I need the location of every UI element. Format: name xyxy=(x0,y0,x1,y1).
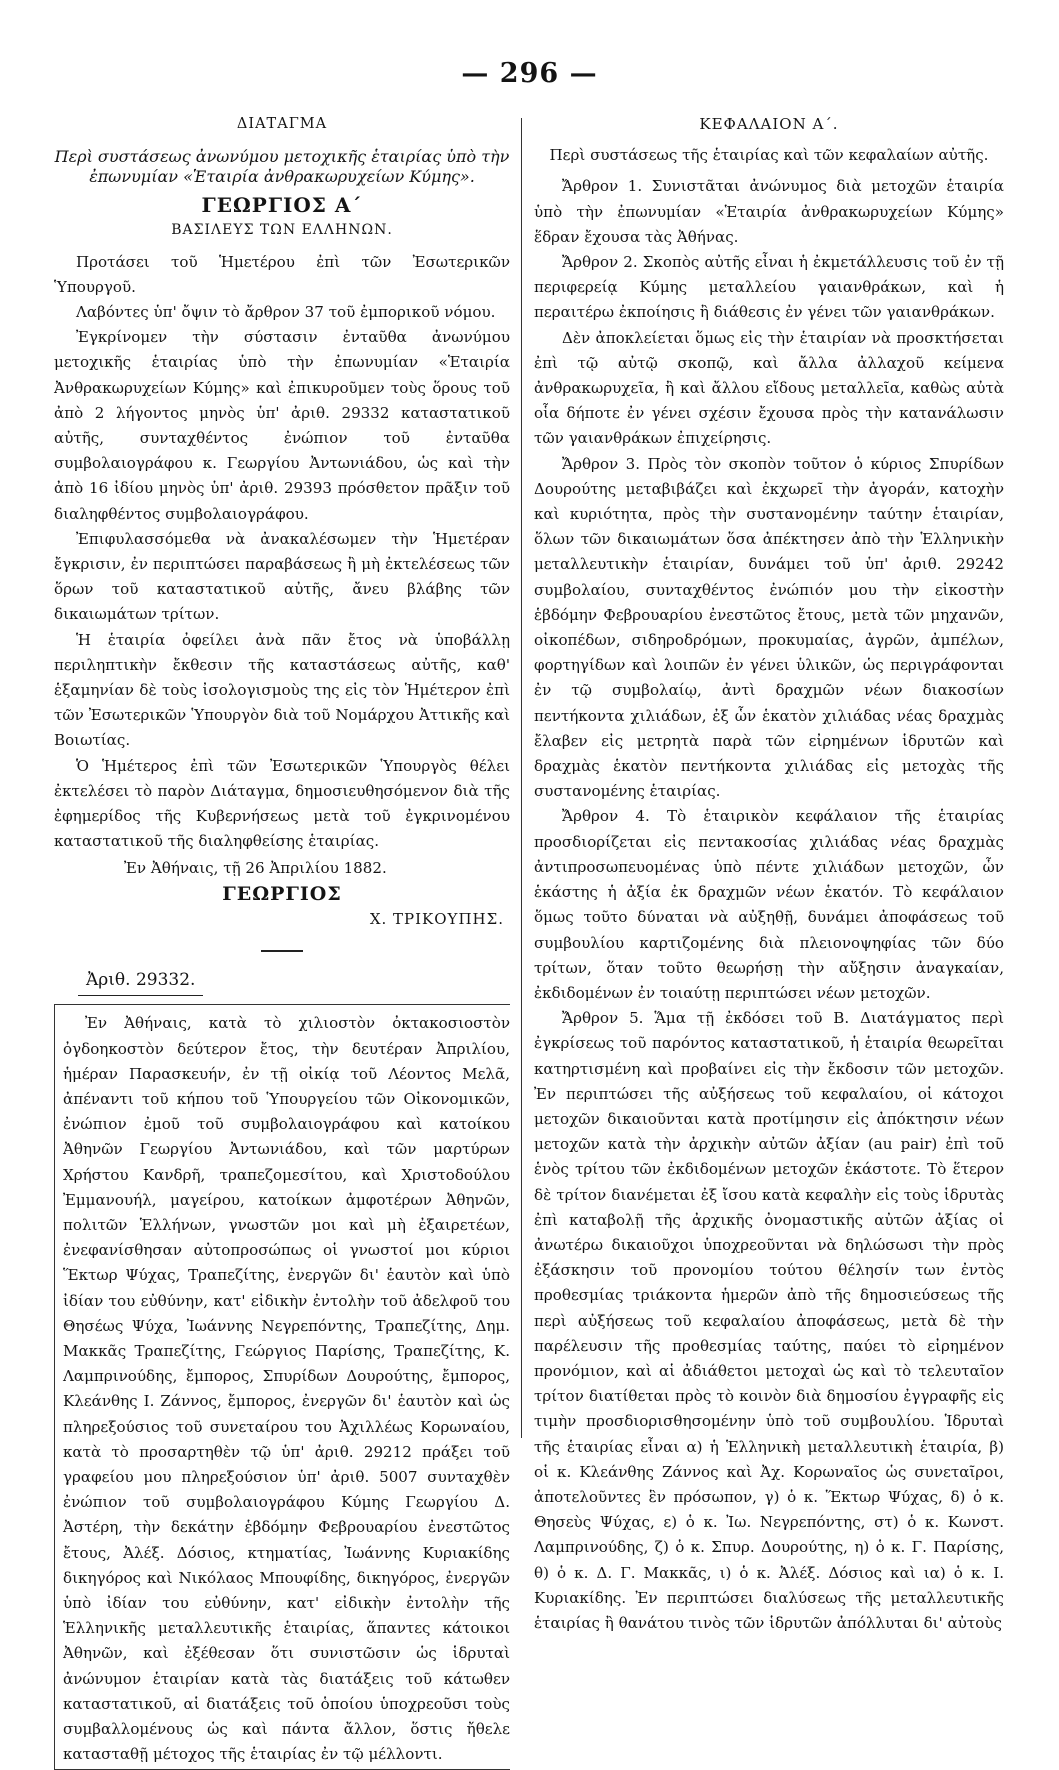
decree-paragraph: Ἐγκρίνομεν τὴν σύστασιν ἐνταῦθα ἀνωνύμου μετοχικῆς ἑταιρίας ὑπὸ τὴν ἐπωνυμίαν «Ἑταιρία Ἀνθρακωρυχείων Κύμης» καὶ ἐπικυροῦμεν τοὺς ὅρους τοῦ ἀπὸ 2 λήγοντος μηνὸς ὑπ' ἀριθ. 29332 καταστατικοῦ αὐτῆς, συνταχθέντος ἐνώπιον τοῦ ἐνταῦθα συμβολαιογράφου κ. Γεωργίου Ἀντωνιάδου, ὡς καὶ τὴν ἀπὸ 16 ἰδίου μηνὸς ὑπ' ἀριθ. 29393 πρόσθετον πρᾶξιν τοῦ διαληφθέντος συμβολαιογράφου. xyxy=(54,328,510,523)
article-paragraph: Ἄρθρον 3. Πρὸς τὸν σκοπὸν τοῦτον ὁ κύριος Σπυρίδων Δουρούτης μεταβιβάζει καὶ ἐκχωρεῖ τὴν ἀγοράν, κατοχὴν καὶ κυριότητα, πρὸς τὴν συστανομένην ταύτην ἑταιρίαν, ὅλων τῶν δικαιωμάτων ὅσα ἀπέκτησεν ἀπὸ τὴν Ἑλληνικὴν μεταλλευτικὴν ἑταιρίαν, δυνάμει τοῦ ὑπ' ἀριθ. 29242 συμβολαίου, συνταχθέντος ἐνώπιόν μου τὴν εἰκοστὴν ἑβδόμην Φεβρουαρίου ἐνεστῶτος ἔτους, μετὰ τῶν μηχανῶν, οἰκοπέδων, σιδηροδρόμων, προκυμαίας, ἀγρῶν, ἀμπέλων, φορτηγίδων καὶ λοιπῶν ἐν γένει ὑλικῶν, ὡς περιγράφονται ἐν τῷ συμβολαίῳ, ἀντὶ δραχμῶν νέων διακοσίων πεντήκοντα χιλιάδων, ἐξ ὧν ἑκατὸν χιλιάδας νέας δραχμὰς ἔλαβεν εἰς μετρητὰ παρὰ τῶν εἰρημένων ἱδρυτῶν καὶ δραχμὰς ἑκατὸν πεντήκοντα χιλιάδας εἰς μετοχὰς τῆς συστανομένης ἑταιρίας. xyxy=(534,454,1004,801)
right-column xyxy=(534,112,1004,1636)
chapter-subtitle: Περὶ συστάσεως τῆς ἑταιρίας καὶ τῶν κεφαλαίων αὐτῆς. xyxy=(549,146,989,165)
article-paragraph: Ἄρθρον 1. Συνιστᾶται ἀνώνυμος διὰ μετοχῶν ἑταιρία ὑπὸ τὴν ἐπωνυμίαν «Ἑταιρία ἀνθρακωρυχείων Κύμης» ἕδραν ἔχουσα τὰς Ἀθήνας. xyxy=(534,177,1004,246)
king-name: ΓΕΩΡΓΙΟΣ Α΄ xyxy=(201,193,363,218)
article-paragraph: Δὲν ἀποκλείεται ὅμως εἰς τὴν ἑταιρίαν νὰ προσκτήσεται ἐπὶ τῷ αὐτῷ σκοπῷ, καὶ ἄλλα ἀλλαχοῦ κείμενα ἀνθρακωρυχεῖα, ἢ καὶ ἄλλου εἴδους μεταλλεῖα, καθὼς αὐτὰ οἷα δήποτε ἐν γένει σχέσιν ἔχουσα πρὸς τὴν κατανάλωσιν τῶν γαιανθράκων ἐπιχείρησις. xyxy=(534,328,1004,448)
decree-paragraph: Προτάσει τοῦ Ἡμετέρου ἐπὶ τῶν Ἐσωτερικῶν Ὑπουργοῦ. xyxy=(54,252,510,296)
notary-deed-text: Ἐν Ἀθήναις, κατὰ τὸ χιλιοστὸν ὀκτακοσιοστὸν ὀγδοηκοστὸν δεύτερον ἔτος, τὴν δευτέραν Ἀπριλίου, ἡμέραν Παρασκευήν, ἐν τῇ οἰκίᾳ τοῦ Λέοντος Μελᾶ, ἀπέναντι τοῦ κήπου τοῦ Ὑπουργείου τῶν Οἰκονομικῶν, ἐνώπιον ἐμοῦ τοῦ συμβολαιογράφου καὶ κατοίκου Ἀθηνῶν Γεωργίου Ἀντωνιάδου, καὶ τῶν μαρτύρων Χρήστου Κανδρῆ, τραπεζομεσίτου, καὶ Χριστοδούλου Ἐμμανουήλ, μαγείρου, κατοίκων ἀμφοτέρων Ἀθηνῶν, πολιτῶν Ἑλλήνων, γνωστῶν μοι καὶ μὴ ἐξαιρετέων, ἐνεφανίσθησαν αὐτοπροσώπως οἱ γνωστοί μοι κύριοι Ἕκτωρ Ψύχας, Τραπεζίτης, ἐνεργῶν δι' ἑαυτὸν καὶ ὑπὸ ἰδίαν του εὐθύνην, κατ' εἰδικὴν ἐντολὴν τοῦ ἀδελφοῦ του Θησέως Ψύχα, Ἰωάννης Νεγρεπόντης, Τραπεζίτης, Δημ. Μακκᾶς Τραπεζίτης, Γεώργιος Παρίσης, Τραπεζίτης, Κ. Λαμπρινούδης, ἔμπορος, Σπυρίδων Δουρούτης, ἔμπορος, Κλεάνθης Ι. Ζάννος, ἔμπορος, ἐνεργῶν δι' ἑαυτὸν καὶ ὡς πληρεξούσιος τοῦ συνεταίρου του Ἀχιλλέως Κορωναίου, κατὰ τὸ προσαρτηθὲν τῷ ὑπ' ἀριθ. 29212 πράξει τοῦ γραφείου μου πληρεξούσιον ὑπ' ἀριθ. 5007 συνταχθὲν ἐνώπιον τοῦ συμβολαιογράφου Κύμης Γεωργίου Δ. Ἀστέρη, τὴν δεκάτην ἑβδόμην Φεβρουαρίου ἐνεστῶτος ἔτους, Ἀλέξ. Δόσιος, κτηματίας, Ἰωάννης Κυριακίδης δικηγόρος καὶ Νικόλαος Μπουφίδης, δικηγόρος, ἐνεργῶν ὑπὸ ἰδίαν του εὐθύνην, κατ' εἰδικὴν ἐντολὴν τῆς Ἑλληνικῆς μεταλλευτικῆς ἑταιρίας, ἅπαντες κάτοικοι Ἀθηνῶν, καὶ ἐξέθεσαν ὅτι συνιστῶσιν ὡς ἱδρυταὶ ἀνώνυμον ἑταιρίαν κατὰ τὰς διατάξεις τοῦ κάτωθεν καταστατικοῦ, αἱ διατάξεις τοῦ ὁποίου ὑποχρεοῦσι τοὺς συμβαλλομένους ὡς καὶ πάντα ἄλλον, ὅστις ἤθελε κατασταθῇ μέτοχος τῆς ἑταιρίας ἐν τῷ μέλλοντι. xyxy=(63,1014,510,1764)
article-paragraph: Ἄρθρον 5. Ἅμα τῇ ἐκδόσει τοῦ Β. Διατάγματος περὶ ἐγκρίσεως τοῦ παρόντος καταστατικοῦ, ἡ ἑταιρία θεωρεῖται κατηρτισμένη καὶ προβαίνει εἰς τὴν ἔκδοσιν τῶν μετοχῶν. Ἐν περιπτώσει τῆς αὐξήσεως τοῦ κεφαλαίου, οἱ κάτοχοι μετοχῶν δικαιοῦνται κατὰ προτίμησιν εἰς ἀπόκτησιν νέων μετοχῶν κατὰ τὴν ἀρχικὴν αὐτῶν ἀξίαν (au pair) ἐπὶ τοῦ ἑνὸς τρίτου τῶν ἐκδιδομένων μετοχῶν ἑκάστοτε. Τὸ ἕτερον δὲ τρίτον διανέμεται ἐξ ἴσου κατὰ κεφαλὴν εἰς τοὺς ἱδρυτὰς ἐπὶ καταβολῇ τῆς ἀρχικῆς ὀνομαστικῆς αὐτῶν ἀξίας οἱ ἀνωτέρω δικαιοῦχοι ὑποχρεοῦνται νὰ δηλώσωσι τὴν πρὸς ἐξάσκησιν τοῦ προνομίου τούτου θέλησίν των ἐντὸς προθεσμίας τριάκοντα ἡμερῶν ἀπὸ τῆς δημοσιεύσεως τῆς περὶ αὐξήσεως τοῦ κεφαλαίου ἀποφάσεως, μετὰ δὲ τὴν παρέλευσιν τῆς προθεσμίας ταύτης, παύει τὸ εἰρημένον προνόμιον, καὶ αἱ ἀδιάθετοι μετοχαὶ ὡς καὶ τὸ τελευταῖον τρίτον διατίθεται πρὸς τὸ κοινὸν διὰ δημοσίου ἐγγραφῆς εἰς τιμὴν προσδιορισθησομένην ὑπὸ τοῦ συμβουλίου. Ἱδρυταὶ τῆς ἑταιρίας εἶναι α) ἡ Ἑλληνικὴ μεταλλευτικὴ ἑταιρία, β) οἱ κ. Κλεάνθης Ζάννος καὶ Ἀχ. Κορωναῖος ὡς συνεταῖροι, ἀποτελοῦντες ἓν πρόσωπον, γ) ὁ κ. Ἕκτωρ Ψύχας, δ) ὁ κ. Θησεὺς Ψύχας, ε) ὁ κ. Ἰω. Νεγρεπόντης, στ) ὁ κ. Κωνστ. Λαμπρινούδης, ζ) ὁ κ. Σπυρ. Δουρούτης, η) ὁ κ. Γ. Παρίσης, θ) ὁ κ. Δ. Γ. Μακκᾶς, ι) ὁ κ. Ἀλέξ. Δόσιος καὶ ια) ὁ κ. Ι. Κυριακίδης. Ἐν περιπτώσει διαλύσεως τῆς μεταλλευτικῆς ἑταιρίας ἢ θανάτου τινὸς τῶν ἱδρυτῶν ἀπόλλυται δι' αὐτοὺς xyxy=(534,1009,1004,1632)
article-paragraph: Ἄρθρον 4. Τὸ ἑταιρικὸν κεφάλαιον τῆς ἑταιρίας προσδιορίζεται εἰς πεντακοσίας χιλιάδας νέας δραχμὰς ἀντιπροσωπευομένας ὑπὸ πέντε χιλιάδων μετοχῶν, ὧν ἑκάστης ἡ ἀξία ἐκ δραχμῶν νέων ἑκατόν. Τὸ κεφάλαιον ὅμως τοῦτο δύναται νὰ αὐξηθῇ, δυνάμει ἀποφάσεως τοῦ συμβουλίου καρτιζομένης διὰ πλειονοψηφίας τῶν δύο τρίτων, ὅταν τοῦτο θεωρήσῃ τὴν αὔξησιν ἀναγκαίαν, ἐκδιδομένων ἐν τοιαύτῃ περιπτώσει νέων μετοχῶν. xyxy=(534,807,1004,1002)
decree-paragraph: Ἡ ἑταιρία ὀφείλει ἀνὰ πᾶν ἔτος νὰ ὑποβάλλῃ περιληπτικὴν ἔκθεσιν τῆς καταστάσεως αὐτῆς, καθ' ἑξαμηνίαν δὲ τοὺς ἰσολογισμοὺς της εἰς τὸν Ἡμέτερον ἐπὶ τῶν Ἐσωτερικῶν Ὑπουργὸν διὰ τοῦ Νομάρχου Ἀττικῆς καὶ Βοιωτίας. xyxy=(54,630,510,750)
page-number: — 296 — xyxy=(461,58,598,89)
decree-heading: ΔΙΑΤΑΓΜΑ xyxy=(236,116,328,132)
deed-number-heading: Ἀριθ. 29332. xyxy=(78,968,203,996)
left-column xyxy=(54,112,510,1770)
minister-signature: Χ. ΤΡΙΚΟΥΠΗΣ. xyxy=(369,909,504,928)
notary-deed-box xyxy=(54,1004,510,1770)
decree-paragraph: Ἐπιφυλασσόμεθα νὰ ἀνακαλέσωμεν τὴν Ἡμετέραν ἔγκρισιν, ἐν περιπτώσει παραβάσεως ἢ μὴ ἐκτελέσεως τῶν ὅρων τοῦ καταστατικοῦ αὐτῆς, ἄνευ βλάβης τῶν δικαιωμάτων τρίτων. xyxy=(54,529,510,624)
decree-title: Περὶ συστάσεως ἀνωνύμου μετοχικῆς ἑταιρίας ὑπὸ τὴν ἐπωνυμίαν «Ἑταιρία ἀνθρακωρυχείων Κύμης». xyxy=(54,147,510,187)
chapter-heading: ΚΕΦΑΛΑΙΟΝ Α΄. xyxy=(699,115,839,133)
king-signature: ΓΕΩΡΓΙΟΣ xyxy=(222,882,342,905)
king-title: ΒΑΣΙΛΕΥΣ ΤΩΝ ΕΛΛΗΝΩΝ. xyxy=(171,222,393,239)
section-rule xyxy=(261,950,303,952)
decree-paragraph: Λαβόντες ὑπ' ὄψιν τὸ ἄρθρον 37 τοῦ ἐμπορικοῦ νόμου. xyxy=(76,303,496,322)
article-paragraph: Ἄρθρον 2. Σκοπὸς αὐτῆς εἶναι ἡ ἐκμετάλλευσις τοῦ ἐν τῇ περιφερείᾳ Κύμης μεταλλείου γαιανθράκων, καὶ ἡ περαιτέρω ἐκποίησις ἢ διάθεσις ἐν γένει τῶν γαιανθράκων. xyxy=(534,253,1004,322)
column-divider xyxy=(521,118,522,1438)
decree-date: Ἐν Ἀθήναις, τῇ 26 Ἀπριλίου 1882. xyxy=(124,859,387,878)
decree-paragraph: Ὁ Ἡμέτερος ἐπὶ τῶν Ἐσωτερικῶν Ὑπουργὸς θέλει ἐκτελέσει τὸ παρὸν Διάταγμα, δημοσιευθησόμενον διὰ τῆς ἐφημερίδος τῆς Κυβερνήσεως μετὰ τοῦ ἐγκρινομένου καταστατικοῦ τῆς διαληφθείσης ἑταιρίας. xyxy=(54,756,510,851)
